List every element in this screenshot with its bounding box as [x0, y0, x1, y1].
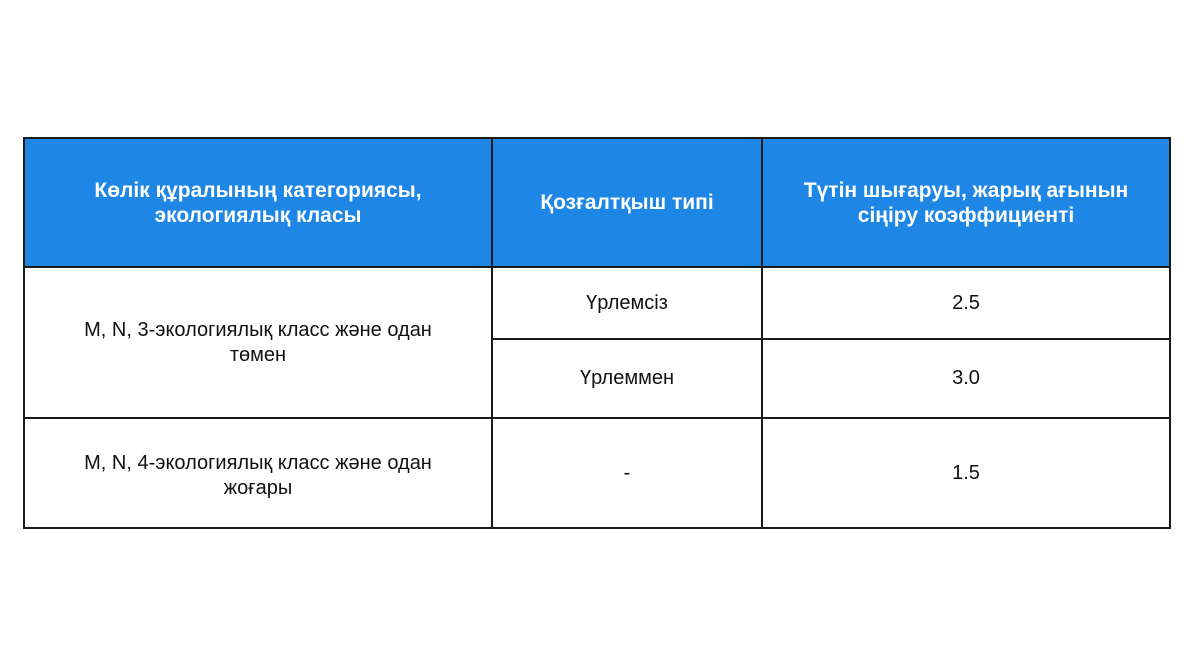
header-smoke-coefficient: Түтін шығаруы, жарық ағынын сіңіру коэффициенті [762, 138, 1170, 267]
table-header [24, 138, 1170, 267]
vehicle-category-cell: M, N, 4-экологиялық класс және одан жоғары [24, 418, 492, 528]
header-row [24, 138, 1170, 267]
engine-type-cell: Үрлемсіз [492, 267, 762, 339]
header-vehicle-category: Көлік құралының категориясы, экологиялық класы [24, 138, 492, 267]
coefficient-cell: 2.5 [762, 267, 1170, 339]
table-row [24, 418, 1170, 528]
emission-coefficient-table [23, 137, 1171, 529]
engine-type-cell: Үрлеммен [492, 339, 762, 418]
engine-type-cell: - [492, 418, 762, 528]
coefficient-cell: 1.5 [762, 418, 1170, 528]
header-engine-type: Қозғалтқыш типі [492, 138, 762, 267]
table-body [24, 267, 1170, 528]
table-row [24, 267, 1170, 339]
vehicle-category-cell: M, N, 3-экологиялық класс және одан төмен [24, 267, 492, 418]
coefficient-cell: 3.0 [762, 339, 1170, 418]
